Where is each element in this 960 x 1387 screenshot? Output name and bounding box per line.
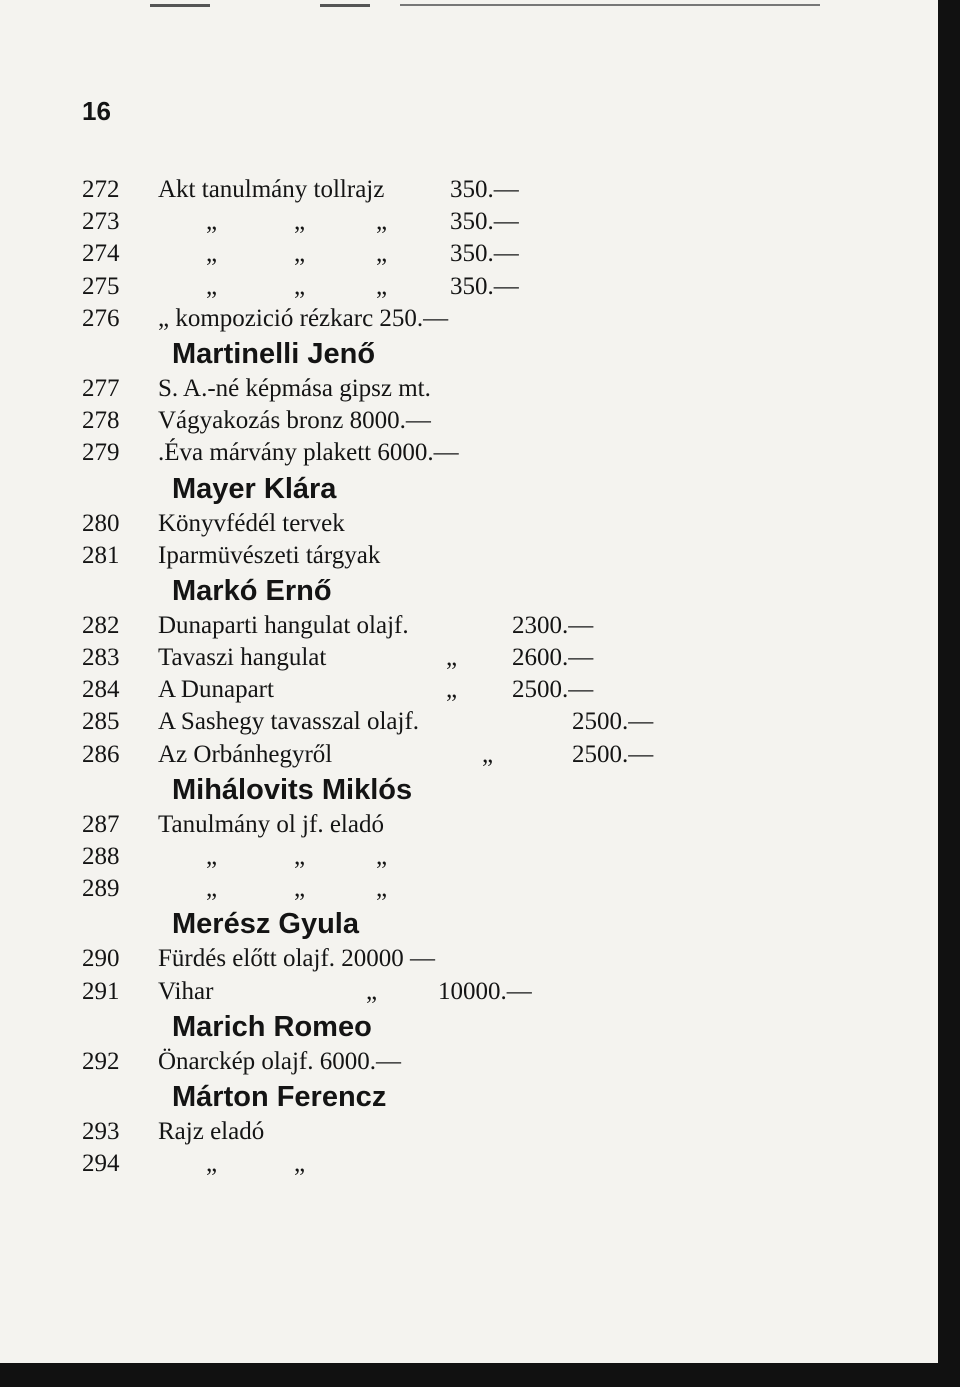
entry-title: „ kompozició rézkarc 250.— <box>158 304 449 332</box>
entry-price: 2500.— <box>572 740 654 768</box>
catalog-row <box>76 976 636 1008</box>
entry-price: 350.— <box>450 208 519 236</box>
ditto-mark: „ <box>366 977 378 1005</box>
ditto-mark: „ <box>376 843 388 870</box>
entry-number: 282 <box>82 611 120 639</box>
entry-title: Az Orbánhegyről <box>158 740 333 768</box>
scan-smudge <box>150 4 210 7</box>
entry-price: 350.— <box>450 240 519 268</box>
ditto-mark: „ <box>206 272 218 300</box>
catalog-row <box>76 1148 636 1180</box>
artist-heading: Márton Ferencz <box>172 1080 387 1113</box>
entry-number: 277 <box>82 374 120 402</box>
ditto-mark: „ <box>376 875 388 903</box>
entry-number: 278 <box>82 407 120 435</box>
artist-heading: Martinelli Jenő <box>172 337 376 370</box>
catalog-row <box>76 206 636 238</box>
entry-number: 284 <box>82 676 120 704</box>
ditto-mark: „ <box>206 1150 218 1178</box>
entry-number: 274 <box>82 240 120 268</box>
entry-title: A Sashegy tavasszal olajf. <box>158 708 420 736</box>
entry-title: Vihar <box>158 977 214 1005</box>
catalog-row <box>76 508 636 540</box>
ditto-mark: „ <box>206 875 218 903</box>
entry-number: 291 <box>82 977 120 1005</box>
entry-title: Önarckép olajf. 6000.— <box>158 1047 401 1075</box>
ditto-mark: „ <box>446 676 458 704</box>
entry-number: 292 <box>82 1047 120 1075</box>
catalog-entries <box>76 174 654 1180</box>
entry-price: 350.— <box>450 272 519 300</box>
page-edge-shadow-right <box>938 0 960 1387</box>
ditto-mark: „ <box>294 875 306 903</box>
entry-number: 272 <box>82 176 120 203</box>
catalog-row <box>76 271 636 303</box>
catalog-row <box>76 809 636 841</box>
artist-heading: Mihálovits Miklós <box>172 773 413 806</box>
ditto-mark: „ <box>376 240 388 268</box>
ditto-mark: „ <box>206 843 218 870</box>
artist-heading: Mayer Klára <box>172 472 337 505</box>
entry-number: 275 <box>82 272 120 300</box>
ditto-mark: „ <box>376 208 388 236</box>
entry-number: 287 <box>82 810 120 838</box>
ditto-mark: „ <box>294 272 306 300</box>
entry-title: Fürdés előtt olajf. 20000 — <box>158 945 436 973</box>
catalog-row <box>76 405 636 437</box>
catalog-row <box>76 873 636 905</box>
entry-number: 283 <box>82 644 120 672</box>
entry-number: 276 <box>82 304 120 332</box>
entry-price: 2300.— <box>512 611 594 639</box>
entry-number: 285 <box>82 708 120 736</box>
catalog-row <box>76 303 636 335</box>
ditto-mark: „ <box>376 272 388 300</box>
entry-title: Rajz eladó <box>158 1117 265 1145</box>
catalog-row <box>76 238 636 270</box>
entry-number: 294 <box>82 1150 120 1178</box>
catalog-row <box>76 540 636 572</box>
ditto-mark: „ <box>446 644 458 672</box>
catalog-row <box>76 706 654 738</box>
entry-title: Vágyakozás bronz 8000.— <box>158 407 431 435</box>
entry-price: 10000.— <box>438 977 532 1005</box>
catalog-row <box>76 739 654 771</box>
entry-title: Iparmüvészeti tárgyak <box>158 541 381 569</box>
entry-title: Akt tanulmány tollrajz <box>158 176 385 203</box>
ditto-mark: „ <box>482 740 494 768</box>
entry-title: S. A.-né képmása gipsz mt. <box>158 374 431 402</box>
entry-title: Tanulmány ol jf. eladó <box>158 810 384 838</box>
entry-number: 281 <box>82 541 120 569</box>
artist-heading: Markó Ernő <box>172 574 332 607</box>
entry-title: .Éva márvány plakett 6000.— <box>158 439 459 467</box>
ditto-mark: „ <box>206 208 218 236</box>
entry-title: A Dunapart <box>158 676 274 704</box>
entry-number: 290 <box>82 945 120 973</box>
entry-number: 279 <box>82 439 120 467</box>
entry-title: Könyvfédél tervek <box>158 509 345 537</box>
entry-title: Tavaszi hangulat <box>158 644 327 672</box>
catalog-row <box>76 943 636 975</box>
page-edge-shadow-bottom <box>0 1363 960 1387</box>
catalog-row <box>76 642 636 674</box>
artist-heading: Marich Romeo <box>172 1010 372 1043</box>
entry-price: 2600.— <box>512 644 594 672</box>
catalog-row <box>76 174 636 206</box>
catalog-row <box>76 674 636 706</box>
entry-number: 289 <box>82 875 120 903</box>
page-number: 16 <box>82 96 111 126</box>
entry-number: 273 <box>82 208 120 236</box>
entry-number: 288 <box>82 843 120 870</box>
scan-smudge <box>400 4 820 6</box>
catalog-row <box>76 373 636 405</box>
scan-smudge <box>320 4 370 7</box>
catalog-row <box>76 610 636 642</box>
entry-title: Dunaparti hangulat olajf. <box>158 611 409 639</box>
entry-number: 280 <box>82 509 120 537</box>
ditto-mark: „ <box>294 843 306 870</box>
entry-number: 286 <box>82 740 120 768</box>
ditto-mark: „ <box>294 240 306 268</box>
catalog-row <box>76 1046 636 1078</box>
entry-price: 350.— <box>450 176 519 203</box>
ditto-mark: „ <box>206 240 218 268</box>
ditto-mark: „ <box>294 1150 306 1178</box>
catalog-row <box>76 437 636 469</box>
ditto-mark: „ <box>294 208 306 236</box>
catalog-row <box>76 841 636 873</box>
artist-heading: Merész Gyula <box>172 908 359 941</box>
entry-price: 2500.— <box>572 708 654 736</box>
entry-number: 293 <box>82 1117 120 1145</box>
entry-price: 2500.— <box>512 676 594 704</box>
catalog-row <box>76 1116 636 1148</box>
